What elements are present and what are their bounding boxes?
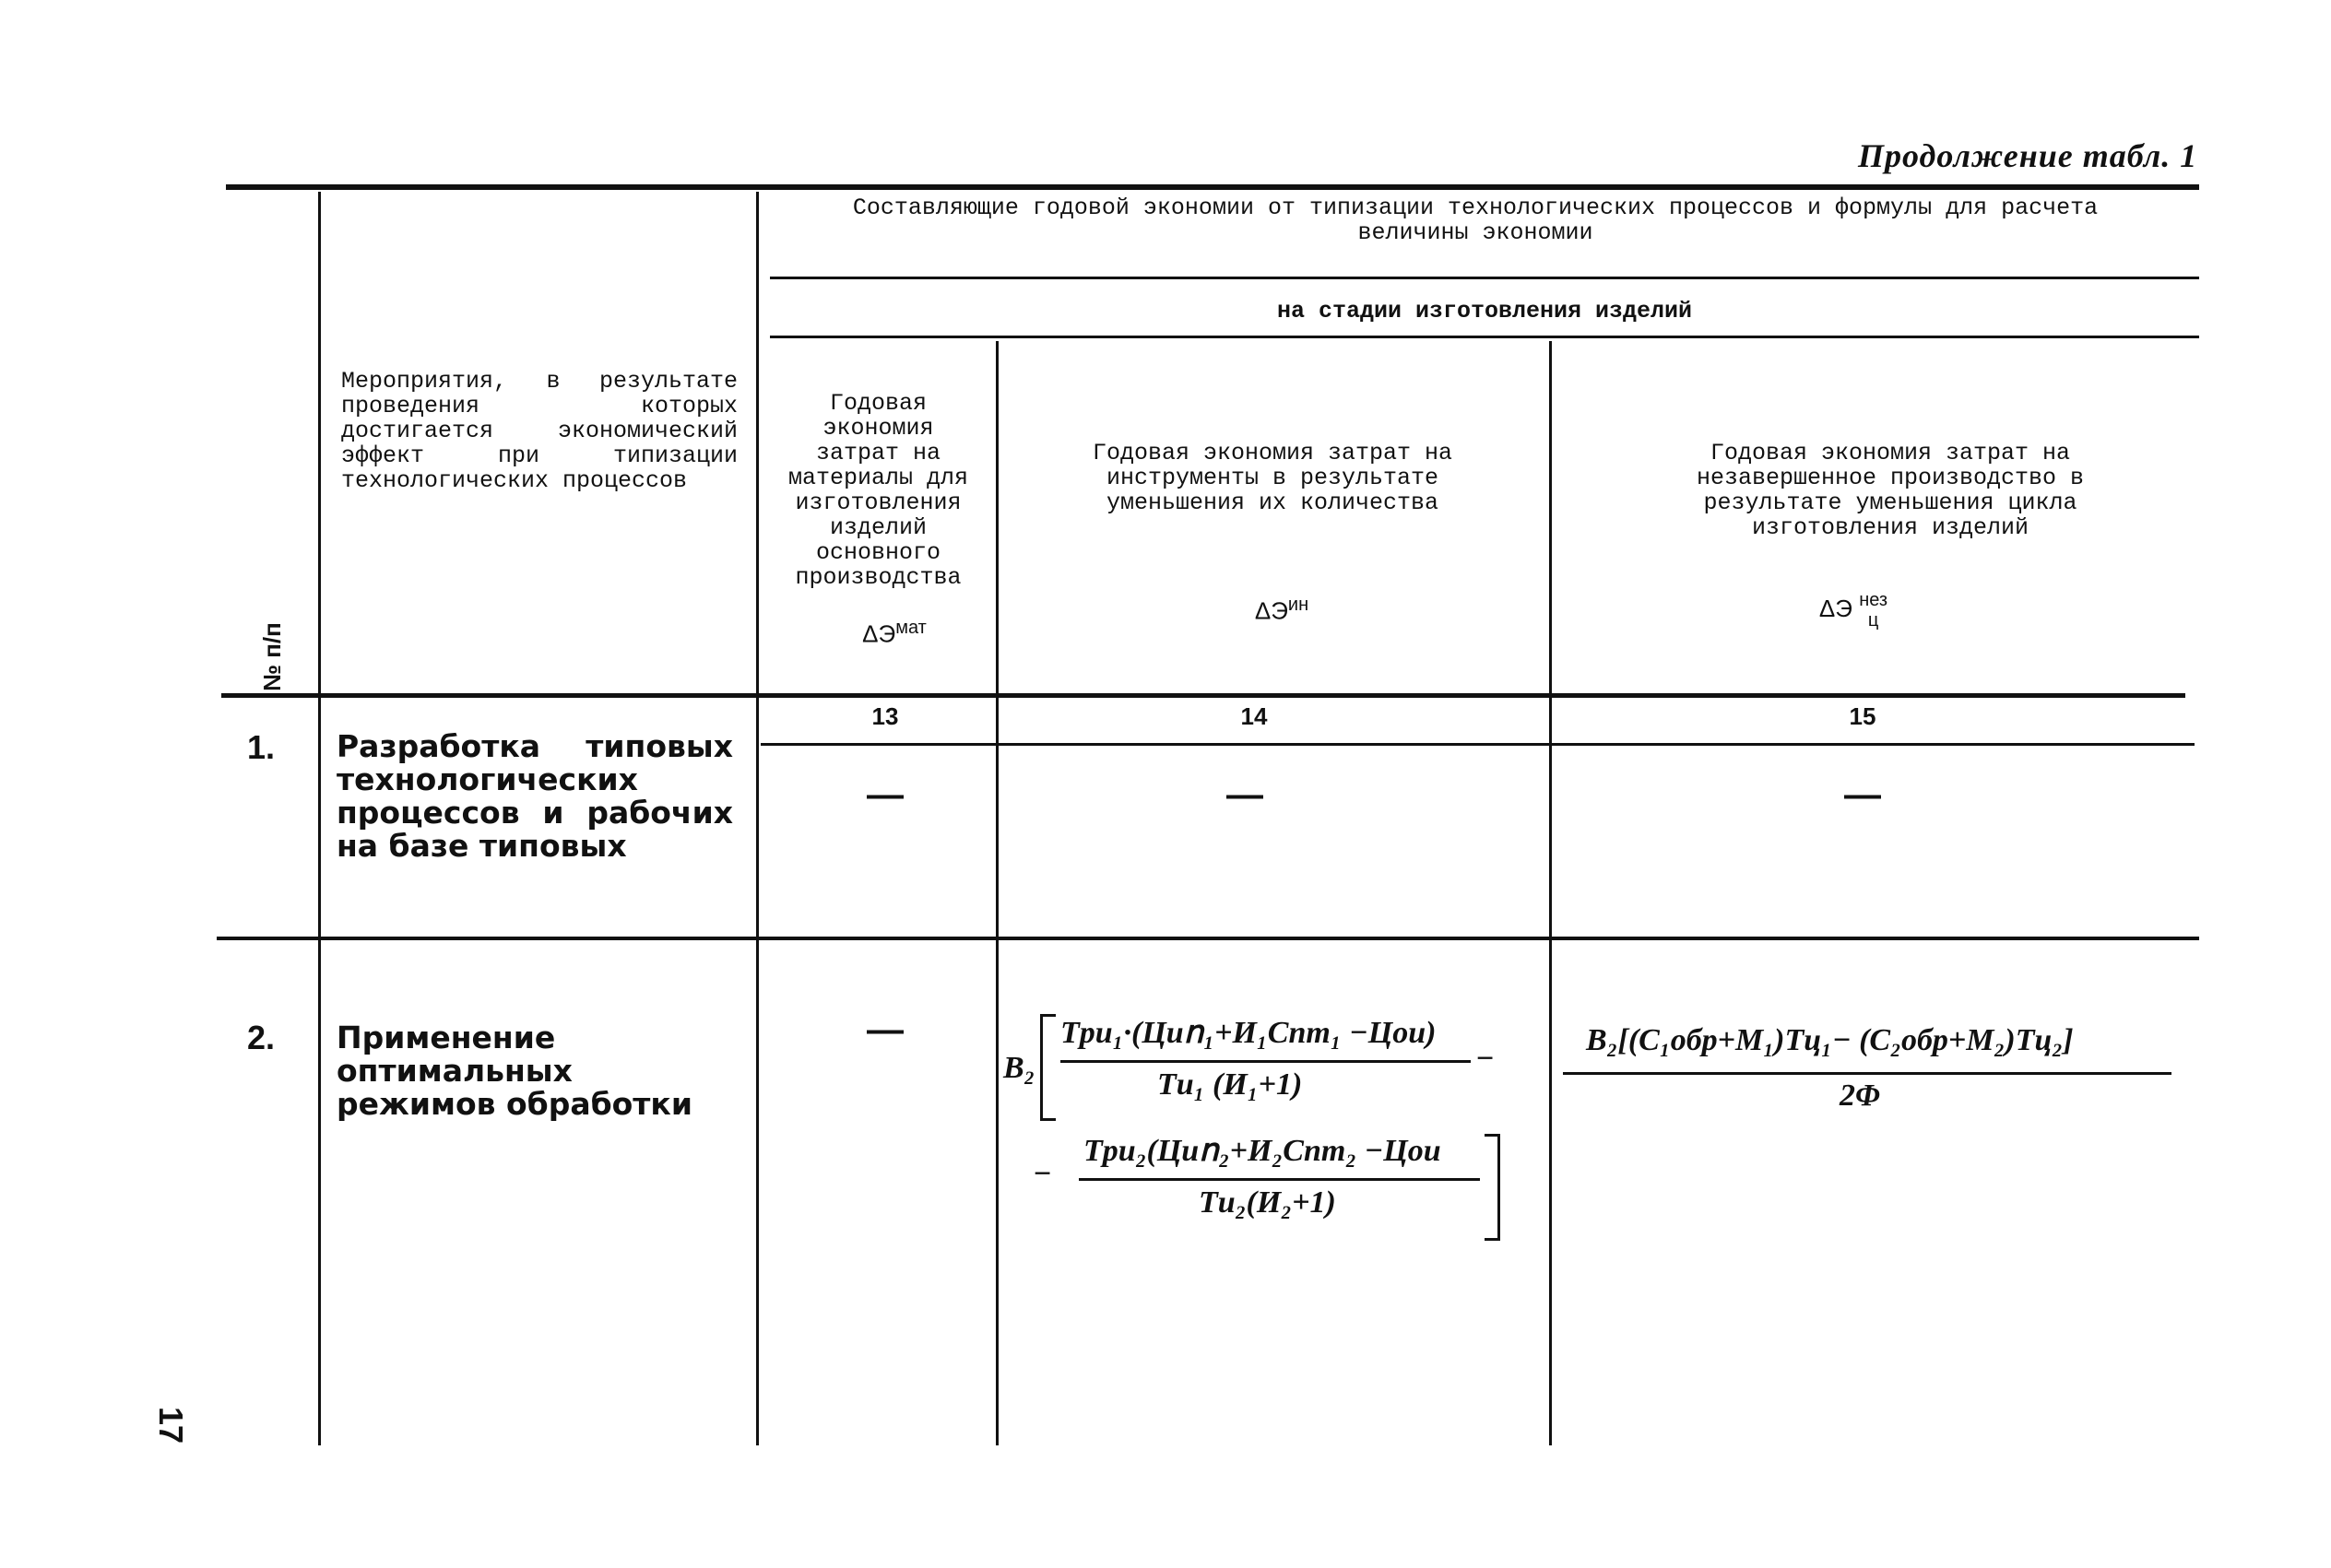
row2-col14-den2: Tи₂(И₂+1) <box>1199 1185 1336 1220</box>
row2-col13-dash: — <box>867 1009 904 1050</box>
row2-col14-right-bracket <box>1485 1134 1500 1241</box>
header-stage: на стадии изготовления изделий <box>1276 298 1693 324</box>
header-row-number-label: № п/п <box>258 622 286 691</box>
row2-measure: Применение оптимальных режимов обработки <box>337 1020 692 1122</box>
row2-number: 2. <box>247 1019 276 1056</box>
row2-col14-num2: Tри₂(Ци𝗇₂+И₂Cпт₂ −Цои <box>1083 1134 1441 1168</box>
rule-below-header <box>221 693 2185 698</box>
row2-col14-fraction-line2 <box>1079 1178 1480 1181</box>
divider-col-14 <box>1549 341 1552 1445</box>
row2-col14-fraction-line1 <box>1060 1060 1471 1063</box>
page-number-text: 17 <box>152 1406 191 1444</box>
header-col15-text: Годовая экономия затрат на незавершенное производство в результате уменьшения цикла изготовления изделий <box>1696 440 2085 541</box>
header-col15-symbol <box>1752 590 1955 631</box>
row2-col14-minus1: − <box>1475 1042 1495 1076</box>
row1-col14-dash: — <box>1226 774 1263 815</box>
rule-below-components <box>770 277 2199 279</box>
row1-number: 1. <box>247 728 276 766</box>
header-col13-text: Годовая экономия затрат на материалы для изготовления изделий основного производства <box>787 390 969 591</box>
row2-col15-numerator: B₂[(C₁обр+M₁)Tц₁− (C₂обр+M₂)Tц₂] <box>1586 1023 2074 1057</box>
header-row-number <box>258 622 287 691</box>
header-col13-symbol <box>830 618 959 649</box>
row2-col15-denominator: 2Φ <box>1840 1079 1880 1113</box>
col13-symbol-sup: мат <box>895 618 927 638</box>
header-col14-text: Годовая экономия затрат на инструменты в результате уменьшения их количества <box>1092 440 1453 516</box>
rule-between-rows <box>217 937 2199 940</box>
col14-symbol-sup: ин <box>1287 595 1309 615</box>
col14-symbol-delta: ΔЭ <box>1254 596 1288 625</box>
row1-col15-dash: — <box>1844 774 1881 815</box>
header-measures: Мероприятия, в результате проведения которых достигается экономический эффект при типизации технологических процессов <box>341 368 738 494</box>
col13-symbol-delta: ΔЭ <box>862 619 896 648</box>
col-number-14: 14 <box>1240 702 1268 730</box>
divider-col-13 <box>996 341 999 1445</box>
row2-col14-left-bracket <box>1040 1014 1056 1121</box>
table-continuation-caption: Продолжение табл. 1 <box>1858 137 2198 174</box>
row1-col13-dash: — <box>867 774 904 815</box>
divider-col-number <box>318 192 321 1445</box>
row2-col14-den1: Tи₁ (И₁+1) <box>1157 1067 1303 1102</box>
col15-symbol-sup: нез <box>1859 590 1888 610</box>
row2-col15-fraction-line <box>1563 1072 2171 1075</box>
divider-col-measures <box>756 192 759 1445</box>
row1-measure: Разработка типовых технологических процессов и рабочих на базе типовых <box>337 728 733 864</box>
header-components: Составляющие годовой экономии от типизации технологических процессов и формулы для расчета величины экономии <box>852 195 2099 246</box>
row2-col14-minus2: − <box>1033 1157 1052 1191</box>
page-number <box>151 1407 190 1444</box>
col-number-15: 15 <box>1849 702 1876 730</box>
col15-symbol-sub: ц <box>1867 610 1879 631</box>
rule-below-stage <box>770 336 2199 338</box>
row2-col14-num1: Tри₁·(Ци𝗇₁+И₁Cпт₁ −Цои) <box>1060 1016 1437 1050</box>
header-col14-symbol <box>1217 595 1346 626</box>
row2-col14-prefix: B₂ <box>1003 1051 1035 1085</box>
col15-symbol-delta: ΔЭ <box>1818 594 1852 622</box>
rule-below-col-numbers <box>761 743 2195 746</box>
table-top-rule <box>226 184 2199 190</box>
col-number-13: 13 <box>871 702 899 730</box>
